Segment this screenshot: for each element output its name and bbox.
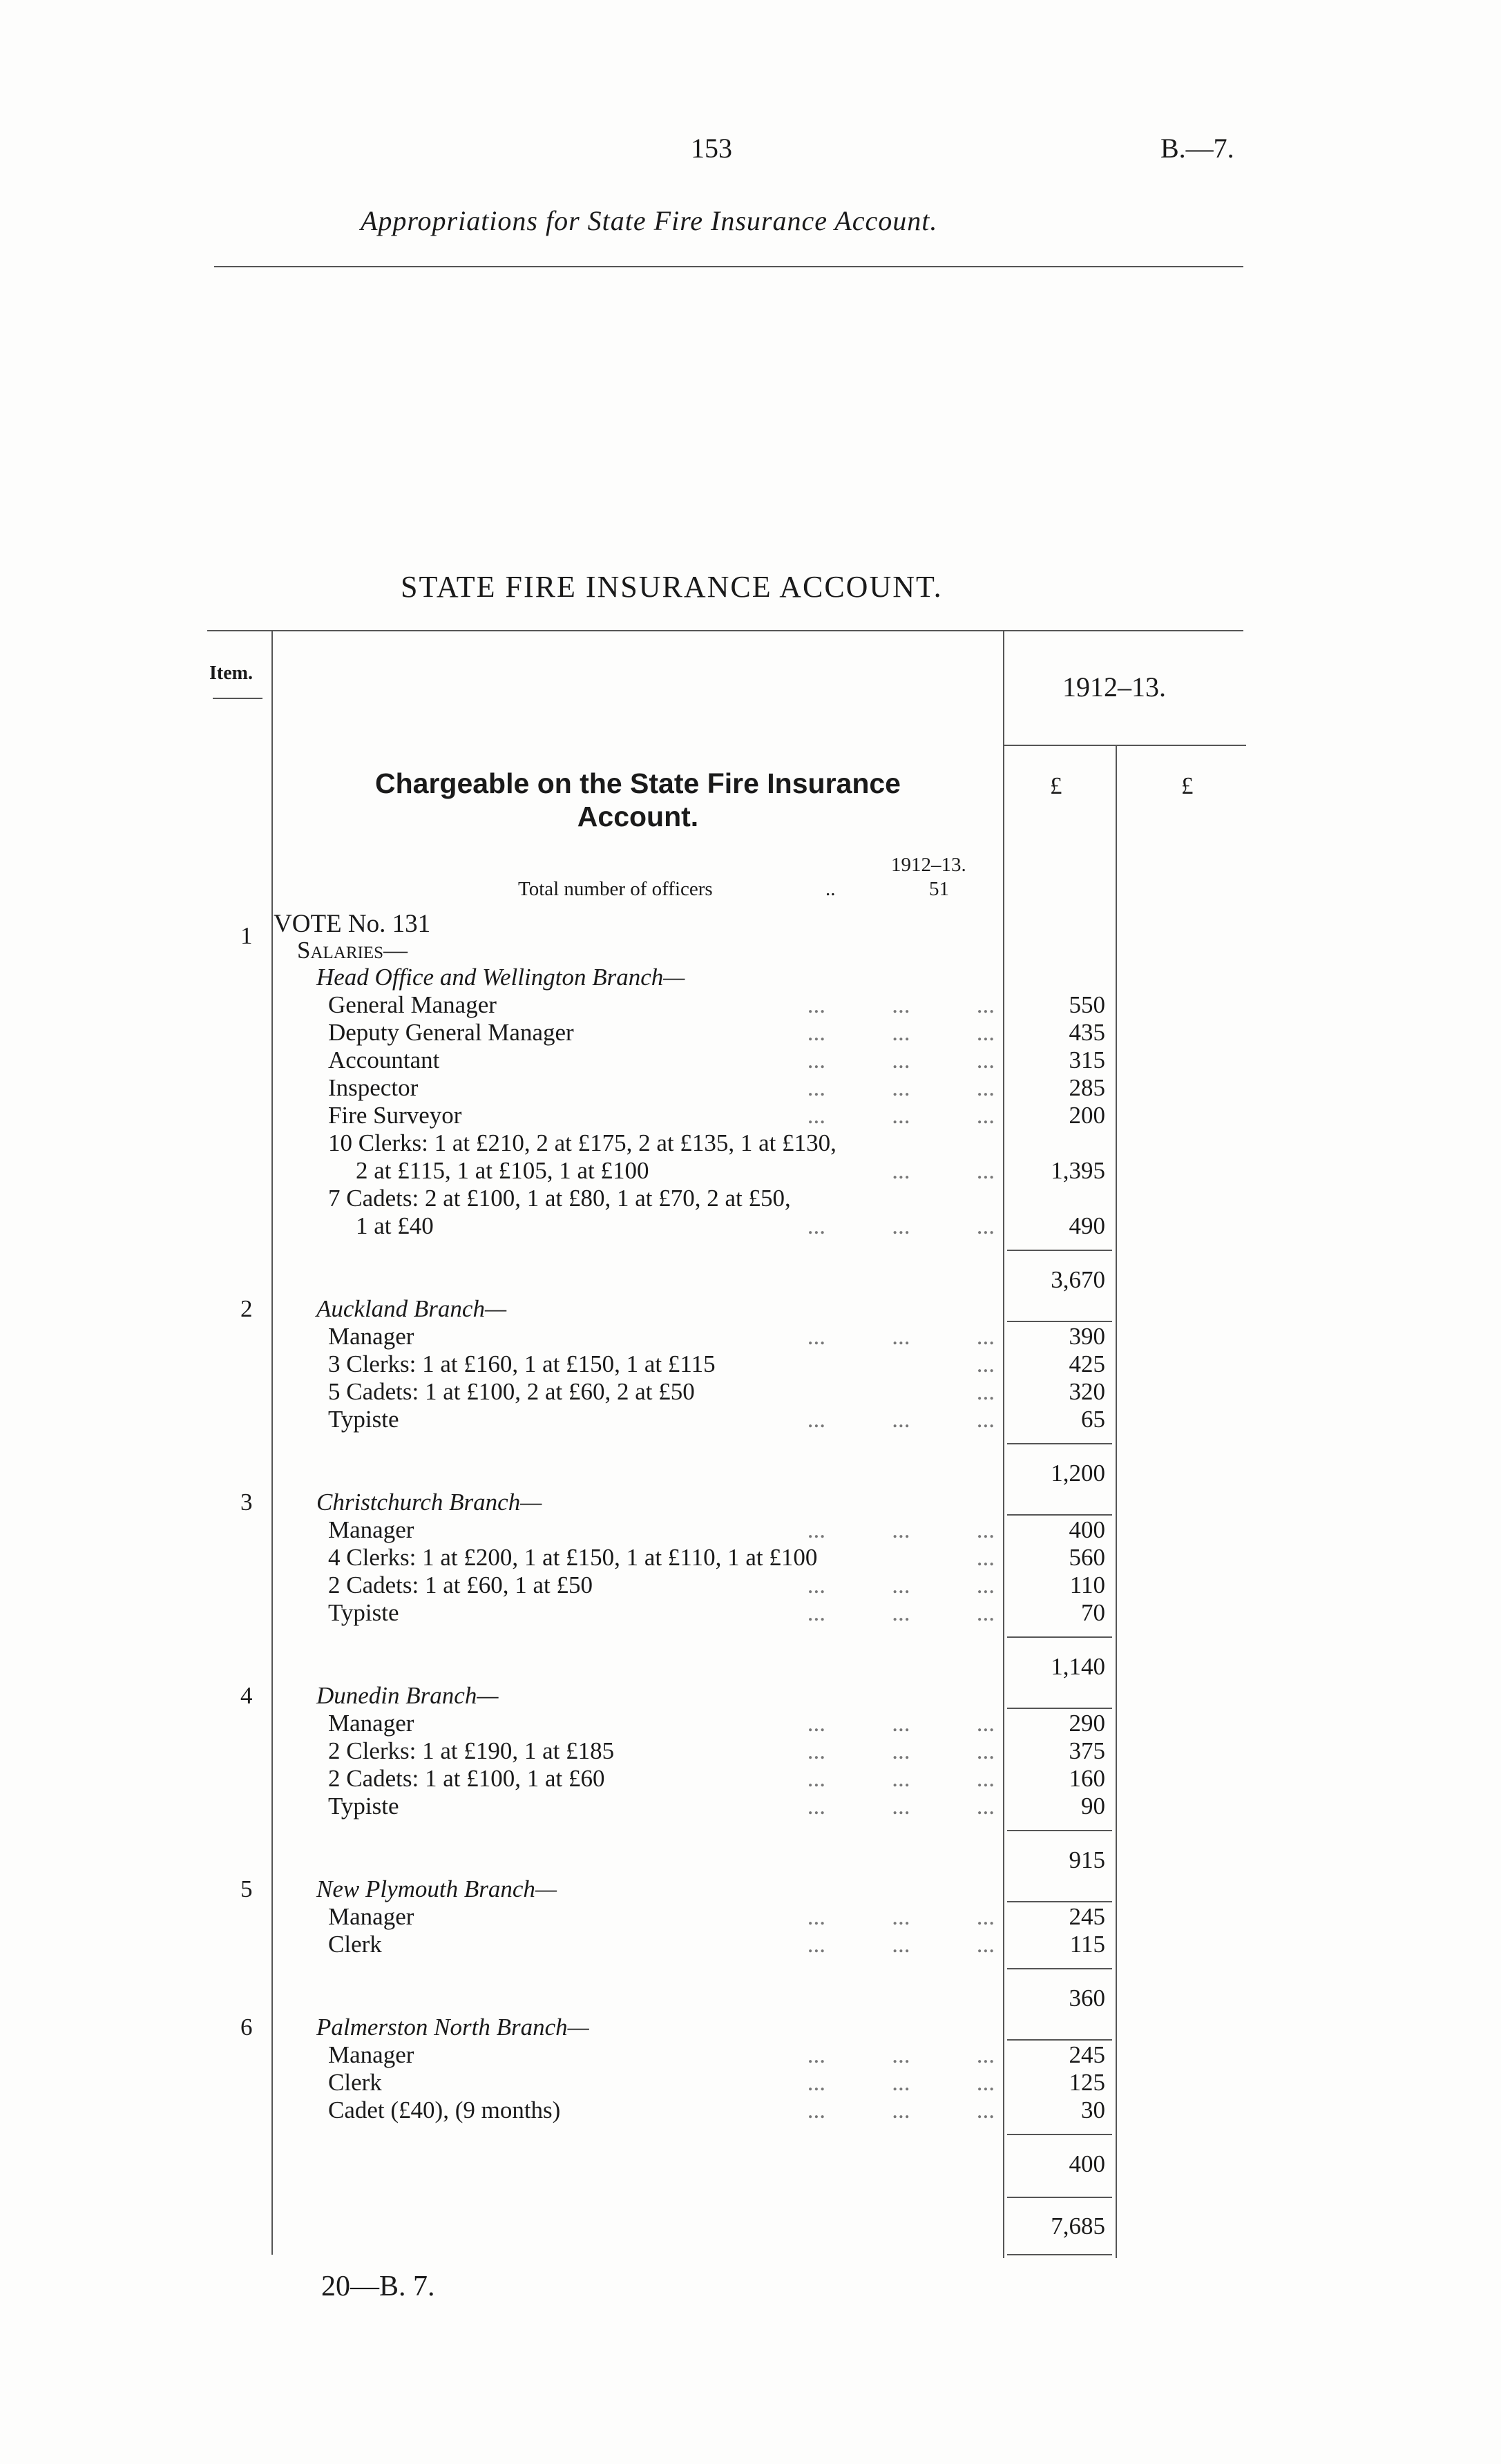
group-subtotal: 400 [1069, 2150, 1105, 2177]
leader-dots: ... ... ... [807, 1572, 995, 1598]
line-item-amount: 490 [1069, 1212, 1105, 1239]
heading-line-1: Chargeable on the State Fire Insurance [375, 767, 901, 799]
line-item-description: 5 Cadets: 1 at £100, 2 at £60, 2 at £50 [328, 1378, 695, 1405]
vote-number: VOTE No. 131 [274, 910, 431, 938]
line-item-description: Manager [328, 2041, 414, 2068]
line-item-amount: 245 [1069, 1903, 1105, 1930]
leader-dots: ... ... ... [807, 1931, 995, 1958]
line-item-amount: 285 [1069, 1074, 1105, 1101]
line-item-amount: 1,395 [1051, 1157, 1105, 1184]
line-item-description: 3 Clerks: 1 at £160, 1 at £150, 1 at £115 [328, 1350, 716, 1377]
line-item-amount: 30 [1081, 2097, 1105, 2123]
line-item-amount: 320 [1069, 1378, 1105, 1405]
leader-dots: ... ... ... [807, 1074, 995, 1101]
line-item-description: 2 Clerks: 1 at £190, 1 at £185 [328, 1737, 615, 1764]
line-item-description: Inspector [328, 1074, 419, 1101]
line-item-description: 2 at £115, 1 at £105, 1 at £100 [356, 1157, 649, 1184]
page-footer-reference: 20—B. 7. [321, 2271, 435, 2302]
line-item-description: 7 Cadets: 2 at £100, 1 at £80, 1 at £70, 2 at £50, [328, 1185, 791, 1212]
item-column-header: Item. [209, 662, 253, 684]
subtotal-rule [1007, 1443, 1112, 1444]
line-item-amount: 550 [1069, 991, 1105, 1018]
line-item-amount: 290 [1069, 1710, 1105, 1737]
year-header-rule [1004, 745, 1246, 746]
grand-total-rule [1007, 2197, 1112, 2198]
grand-total-bottom-rule [1007, 2254, 1112, 2255]
line-item-description: 1 at £40 [356, 1212, 434, 1239]
leader-dots: ... ... ... [807, 1406, 995, 1433]
line-item-amount: 110 [1069, 1572, 1105, 1598]
salaries-heading: Salaries— [297, 937, 408, 964]
group-subtotal: 1,200 [1051, 1460, 1105, 1487]
chargeable-heading [273, 767, 1003, 833]
line-item-amount: 435 [1069, 1019, 1105, 1046]
officers-dots: .. [825, 878, 836, 900]
grand-total: 7,685 [1051, 2213, 1105, 2239]
line-item-amount: 90 [1081, 1793, 1105, 1820]
branch-heading: Head Office and Wellington Branch— [316, 964, 685, 991]
line-item-amount: 200 [1069, 1102, 1105, 1129]
group-subtotal: 915 [1069, 1846, 1105, 1873]
branch-heading: New Plymouth Branch— [316, 1875, 557, 1902]
section-title: STATE FIRE INSURANCE ACCOUNT. [401, 570, 943, 604]
leader-dots: ... ... ... [807, 2097, 995, 2123]
officers-year: 1912–13. [891, 854, 966, 876]
line-item-description: Clerk [328, 1931, 382, 1958]
subtotal-rule [1007, 1830, 1112, 1831]
item-number: 4 [240, 1682, 253, 1709]
heading-line-2: Account. [577, 801, 699, 832]
subtotal-top-rule [1007, 1321, 1112, 1322]
item-number: 6 [240, 2014, 253, 2041]
line-item-description: Accountant [328, 1047, 440, 1073]
item-number: 2 [240, 1295, 253, 1322]
leader-dots: ... ... ... [807, 991, 995, 1018]
line-item-description: Cadet (£40), (9 months) [328, 2097, 561, 2123]
total-column-divider [1116, 746, 1117, 2258]
leader-dots: ... [976, 1544, 995, 1571]
header-rule [214, 266, 1243, 267]
line-item-amount: 375 [1069, 1737, 1105, 1764]
line-item-description: 10 Clerks: 1 at £210, 2 at £175, 2 at £135, 1 at £130, [328, 1129, 836, 1156]
leader-dots: ... ... ... [807, 1765, 995, 1792]
line-item-amount: 160 [1069, 1765, 1105, 1792]
line-item-description: Typiste [328, 1406, 399, 1433]
line-item-amount: 115 [1069, 1931, 1105, 1958]
leader-dots: ... [976, 1350, 995, 1377]
leader-dots: ... ... ... [807, 1323, 995, 1350]
line-item-description: 2 Cadets: 1 at £100, 1 at £60 [328, 1765, 605, 1792]
page-number: 153 [691, 133, 732, 164]
year-column-header: 1912–13. [1062, 671, 1166, 703]
item-column-divider [271, 631, 273, 2255]
pound-column-header: £ [1050, 772, 1062, 799]
item-number: 5 [240, 1875, 253, 1902]
leader-dots: ... ... ... [807, 2069, 995, 2096]
branch-heading: Christchurch Branch— [316, 1489, 542, 1516]
line-item-amount: 560 [1069, 1544, 1105, 1571]
leader-dots: ... ... ... [807, 1516, 995, 1543]
leader-dots: ... ... ... [807, 1102, 995, 1129]
leader-dots: ... ... [892, 1157, 995, 1184]
line-item-amount: 245 [1069, 2041, 1105, 2068]
document-reference: B.—7. [1160, 133, 1234, 164]
line-item-description: Deputy General Manager [328, 1019, 574, 1046]
leader-dots: ... ... ... [807, 2041, 995, 2068]
line-item-description: 4 Clerks: 1 at £200, 1 at £150, 1 at £110, 1 at £100 [328, 1544, 818, 1571]
leader-dots: ... ... ... [807, 1047, 995, 1073]
leader-dots: ... ... ... [807, 1212, 995, 1239]
subtotal-top-rule [1007, 2039, 1112, 2041]
line-item-description: Typiste [328, 1793, 399, 1820]
item-number: 1 [240, 922, 253, 949]
subtotal-rule [1007, 1250, 1112, 1251]
subtotal-top-rule [1007, 1708, 1112, 1709]
officers-label: Total number of officers [518, 878, 713, 900]
group-subtotal: 3,670 [1051, 1266, 1105, 1293]
line-item-description: 2 Cadets: 1 at £60, 1 at £50 [328, 1572, 593, 1598]
pound-total-column-header: £ [1181, 772, 1194, 799]
subtotal-top-rule [1007, 1514, 1112, 1516]
line-item-description: Typiste [328, 1599, 399, 1626]
group-subtotal: 1,140 [1051, 1653, 1105, 1680]
line-item-description: Fire Surveyor [328, 1102, 462, 1129]
item-header-underline [213, 698, 262, 699]
line-item-description: Manager [328, 1710, 414, 1737]
line-item-amount: 125 [1069, 2069, 1105, 2096]
amount-column-divider [1003, 631, 1004, 2258]
line-item-description: Manager [328, 1323, 414, 1350]
subtotal-top-rule [1007, 1901, 1112, 1902]
item-number: 3 [240, 1489, 253, 1516]
line-item-amount: 400 [1069, 1516, 1105, 1543]
subtotal-rule [1007, 1636, 1112, 1638]
leader-dots: ... ... ... [807, 1599, 995, 1626]
leader-dots: ... ... ... [807, 1019, 995, 1046]
leader-dots: ... [976, 1378, 995, 1405]
line-item-amount: 70 [1081, 1599, 1105, 1626]
line-item-amount: 65 [1081, 1406, 1105, 1433]
subtotal-rule [1007, 2134, 1112, 2135]
line-item-description: Clerk [328, 2069, 382, 2096]
leader-dots: ... ... ... [807, 1710, 995, 1737]
branch-heading: Palmerston North Branch— [316, 2014, 589, 2041]
line-item-description: Manager [328, 1903, 414, 1930]
line-item-description: Manager [328, 1516, 414, 1543]
branch-heading: Dunedin Branch— [316, 1682, 499, 1709]
leader-dots: ... ... ... [807, 1903, 995, 1930]
line-item-description: General Manager [328, 991, 497, 1018]
officers-count: 51 [929, 878, 949, 900]
group-subtotal: 360 [1069, 1985, 1105, 2012]
line-item-amount: 390 [1069, 1323, 1105, 1350]
line-item-amount: 315 [1069, 1047, 1105, 1073]
subtotal-rule [1007, 1968, 1112, 1969]
branch-heading: Auckland Branch— [316, 1295, 507, 1322]
leader-dots: ... ... ... [807, 1737, 995, 1764]
leader-dots: ... ... ... [807, 1793, 995, 1820]
table-top-rule [207, 630, 1243, 631]
running-title: Appropriations for State Fire Insurance Account. [361, 205, 938, 236]
line-item-amount: 425 [1069, 1350, 1105, 1377]
